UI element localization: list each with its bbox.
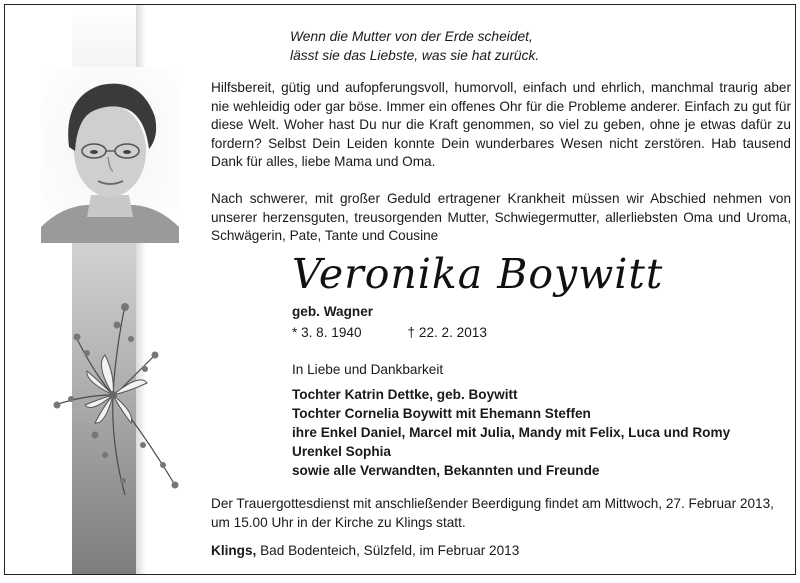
place-town: Klings, <box>211 543 257 558</box>
mourners-intro: In Liebe und Dankbarkeit <box>292 362 444 377</box>
quote <box>290 27 539 65</box>
mourner-line: sowie alle Verwandten, Bekannten und Freunde <box>292 463 600 478</box>
quote-line-2: lässt sie das Liebste, was sie hat zurück. <box>290 48 540 63</box>
flower-illustration <box>35 295 195 500</box>
mourner-line: Tochter Katrin Dettke, geb. Boywitt <box>292 387 518 402</box>
place-and-date <box>211 543 519 558</box>
birth-date: * 3. 8. 1940 <box>292 325 362 340</box>
funeral-service-info: Der Trauergottesdienst mit anschließender Beerdigung findet am Mittwoch, 27. Februar 2013, um 15.00 Uhr in der Kirche zu Klings statt. <box>211 496 774 530</box>
farewell-paragraph: Nach schwerer, mit großer Geduld ertragener Krankheit müssen wir Abschied nehmen von unserer herzensguten, treusorgenden Mutter, Schwiegermutter, allerliebsten Oma und Uroma, Schwägerin, Pate, Tante und Cousine <box>211 191 791 243</box>
quote-line-1: Wenn die Mutter von der Erde scheidet, <box>290 29 533 44</box>
obituary-notice <box>4 4 796 575</box>
mourner-line: ihre Enkel Daniel, Marcel mit Julia, Mandy mit Felix, Luca und Romy <box>292 425 731 440</box>
tribute-paragraph: Hilfsbereit, gütig und aufopferungsvoll, humorvoll, einfach und ehrlich, manchmal traurig aber nie wehleidig oder gar böse. Immer ein offenes Ohr für die Probleme anderer. Einfach zu gut für diese Welt. Woher hast Du nur die Kraft genommen, so viel zu geben, ohne je etwas dafür zu fordern? Selbst Dein Leiden konnte Dein wunderbares Wesen nicht zerstören. Hab tausend Dank für alles, liebe Mama und Oma. <box>211 80 791 169</box>
death-date: † 22. 2. 2013 <box>407 325 487 340</box>
portrait-photo <box>41 67 179 243</box>
place-rest: Bad Bodenteich, Sülzfeld, im Februar 2013 <box>256 543 520 558</box>
maiden-name: geb. Wagner <box>292 304 374 319</box>
deceased-name: Veronika Boywitt <box>292 250 664 298</box>
mourner-line: Tochter Cornelia Boywitt mit Ehemann Steffen <box>292 406 591 421</box>
mourner-line: Urenkel Sophia <box>292 444 391 459</box>
life-dates <box>292 325 487 340</box>
mourners-list <box>292 385 730 480</box>
